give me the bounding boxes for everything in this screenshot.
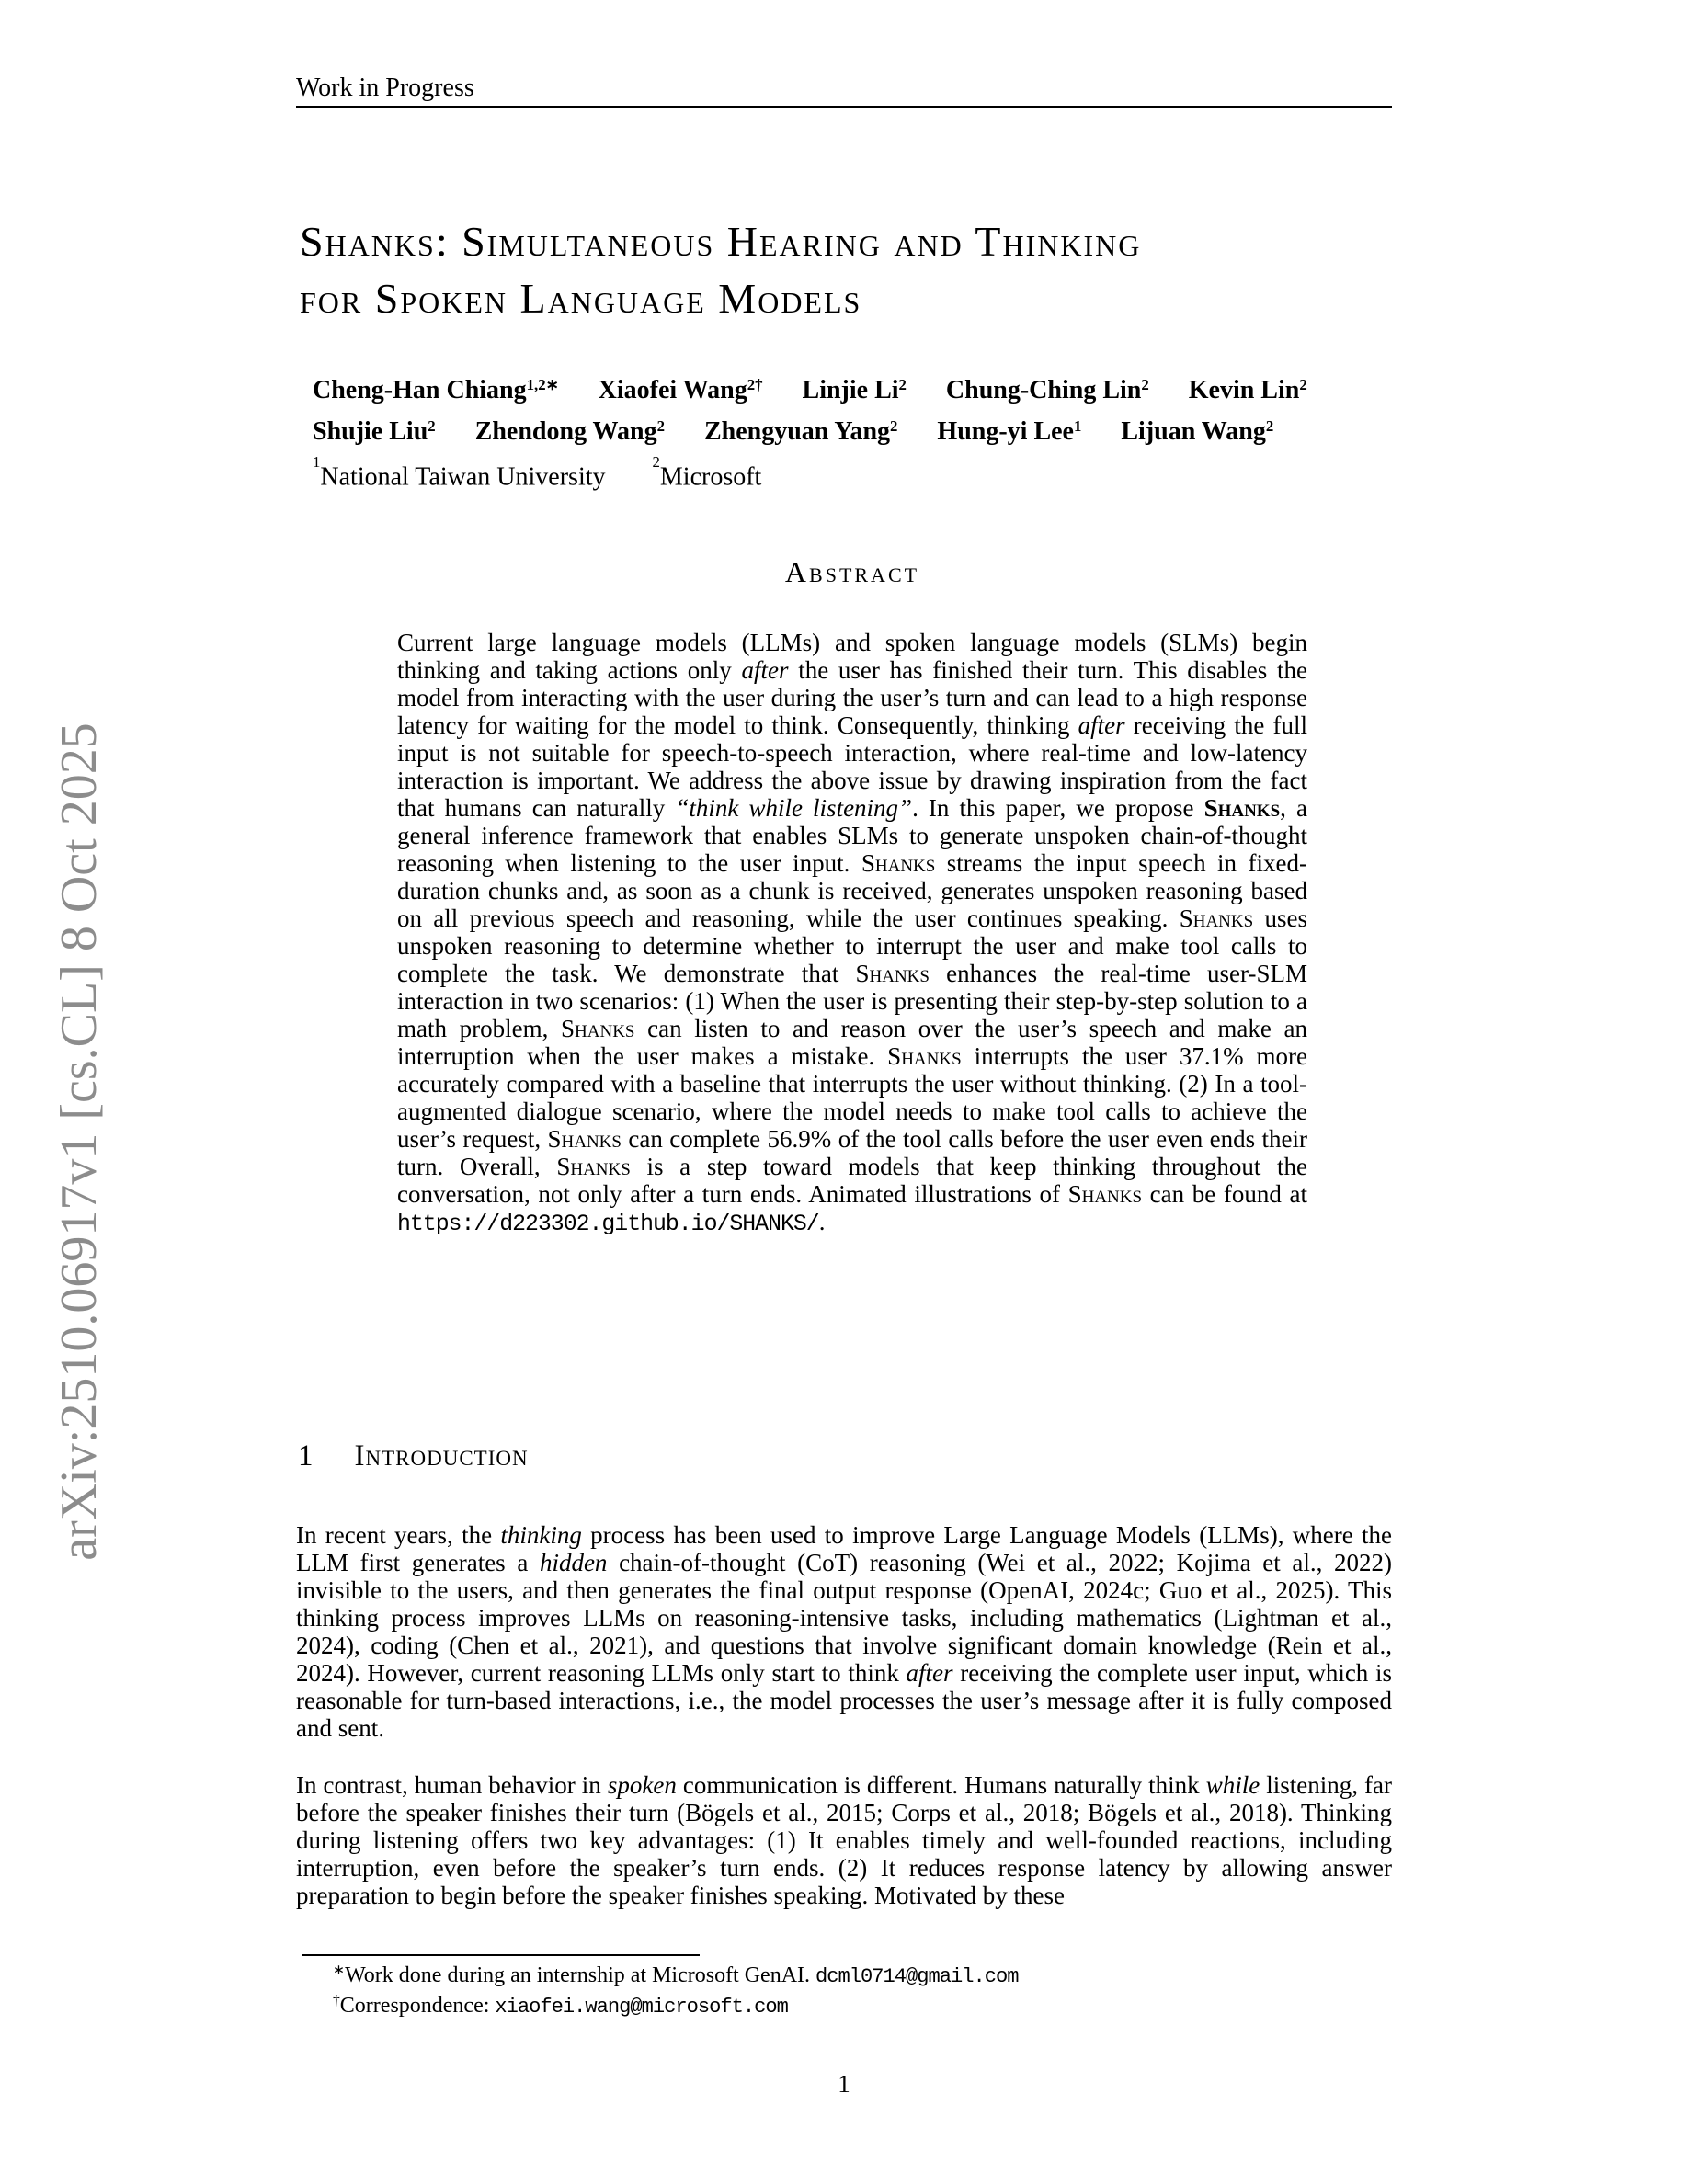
arxiv-stamp: arXiv:2510.06917v1 [cs.CL] 8 Oct 2025 bbox=[51, 722, 108, 1561]
author-affiliation-sup: 2 bbox=[1299, 375, 1307, 393]
section-number: 1 bbox=[298, 1439, 314, 1473]
section-heading-introduction bbox=[298, 1439, 529, 1473]
author bbox=[803, 371, 907, 413]
footnote-text: Work done during an internship at Microsoft GenAI. bbox=[345, 1963, 816, 1987]
author-affiliation-sup: 2 bbox=[1265, 416, 1274, 435]
author-name: Zhendong Wang bbox=[474, 417, 657, 446]
intro-paragraph-2: In contrast, human behavior in spoken communication is different. Humans naturally think while listening, far before the speaker finishes their turn (Bögels et al., 2015; Corps et al., 2018; Bögels et al., 2018). Thinking during listening offers two key advantages: (1) It enables timely and well-founded reactions, including interruption, even before the speaker’s turn ends. (2) It reduces response latency by allowing answer preparation to begin before the speaker finishes speaking. Motivated by these bbox=[296, 1771, 1392, 1909]
author bbox=[599, 371, 763, 413]
affiliation bbox=[313, 452, 606, 492]
author bbox=[937, 413, 1081, 454]
affiliation-sup: 1 bbox=[313, 452, 321, 471]
author-affiliation-sup: 2 bbox=[656, 416, 665, 435]
author bbox=[1189, 371, 1307, 413]
section-title: Introduction bbox=[354, 1439, 529, 1473]
author-affiliation-sup: 1 bbox=[1073, 416, 1082, 435]
author-name: Linjie Li bbox=[802, 376, 899, 404]
footnotes bbox=[302, 1962, 1396, 2022]
paper-title-line1: Shanks: Simultaneous Hearing and Thinking bbox=[300, 218, 1142, 265]
author bbox=[1121, 413, 1273, 454]
author bbox=[946, 371, 1149, 413]
author-name: Chung-Ching Lin bbox=[945, 376, 1142, 404]
author-affiliation-sup: 1,2∗ bbox=[526, 375, 559, 393]
affiliation bbox=[652, 452, 762, 492]
author-affiliation-sup: 2 bbox=[898, 375, 907, 393]
author-affiliation-sup: 2 bbox=[1141, 375, 1149, 393]
footnote bbox=[302, 1992, 1396, 2022]
author-name: Cheng-Han Chiang bbox=[313, 376, 527, 404]
abstract-body: Current large language models (LLMs) and spoken language models (SLMs) begin thinking and taking actions only after the user has finished their turn. This disables the model from interacting with the user during the user’s turn and can lead to a high response latency for waiting for the model to think. Consequently, thinking after receiving the full input is not suitable for speech-to-speech interaction, where real-time and low-latency interaction is important. We address the above issue by drawing inspiration from the fact that humans can naturally “think while listening”. In this paper, we propose Shanks, a general inference framework that enables SLMs to generate unspoken chain-of-thought reasoning when listening to the user input. Shanks streams the input speech in fixed-duration chunks and, as soon as a chunk is received, generates unspoken reasoning based on all previous speech and reasoning, while the user continues speaking. Shanks uses unspoken reasoning to determine whether to interrupt the user and make tool calls to complete the task. We demonstrate that Shanks enhances the real-time user-SLM interaction in two scenarios: (1) When the user is presenting their step-by-step solution to a math problem, Shanks can listen to and reason over the user’s speech and make an interruption when the user makes a mistake. Shanks interrupts the user 37.1% more accurately compared with a baseline that interrupts the user without thinking. (2) In a tool-augmented dialogue scenario, where the model needs to make tool calls to achieve the user’s request, Shanks can complete 56.9% of the tool calls before the user even ends their turn. Overall, Shanks is a step toward models that keep thinking throughout the conversation, not only after a turn ends. Animated illustrations of Shanks can be found at https://d223302.github.io/SHANKS/. bbox=[397, 629, 1308, 1237]
abstract-heading: Abstract bbox=[784, 555, 920, 588]
footnote-email[interactable]: xiaofei.wang@microsoft.com bbox=[495, 1996, 788, 2019]
affiliation-sup: 2 bbox=[652, 452, 660, 471]
author bbox=[475, 413, 665, 454]
author-name: Lijuan Wang bbox=[1121, 417, 1266, 446]
author-affiliation-sup: 2 bbox=[428, 416, 436, 435]
author bbox=[313, 371, 559, 413]
author-affiliation-sup: 2† bbox=[747, 375, 763, 393]
intro-paragraph-1: In recent years, the thinking process has been used to improve Large Language Models (LLMs), where the LLM first generates a hidden chain-of-thought (CoT) reasoning (Wei et al., 2022; Kojima et al., 2022) invisible to the users, and then generates the final output response (OpenAI, 2024c; Guo et al., 2025). This thinking process improves LLMs on reasoning-intensive tasks, including mathematics (Lightman et al., 2024), coding (Chen et al., 2021), and questions that involve significant domain knowledge (Rein et al., 2024). However, current reasoning LLMs only start to think after receiving the complete user input, which is reasonable for turn-based interactions, i.e., the model processes the user’s message after it is fully composed and sent. bbox=[296, 1521, 1392, 1742]
author-row-1 bbox=[313, 371, 1416, 413]
author-row-2 bbox=[313, 413, 1416, 454]
running-header: Work in Progress bbox=[296, 74, 474, 102]
author-affiliation-sup: 2 bbox=[890, 416, 898, 435]
footnote-text: Correspondence: bbox=[339, 1994, 496, 2018]
affiliation-name: Microsoft bbox=[659, 462, 762, 492]
author-name: Kevin Lin bbox=[1188, 376, 1300, 404]
author bbox=[313, 413, 436, 454]
paper-title-line2: for Spoken Language Models bbox=[300, 275, 862, 322]
author-name: Xiaofei Wang bbox=[598, 376, 747, 404]
page-number: 1 bbox=[838, 2070, 850, 2098]
footnote-rule bbox=[302, 1954, 700, 1956]
author-name: Shujie Liu bbox=[313, 417, 428, 446]
author bbox=[704, 413, 897, 454]
affiliation-name: National Taiwan University bbox=[320, 462, 606, 492]
author-block bbox=[313, 371, 1416, 454]
footnote-email[interactable]: dcml0714@gmail.com bbox=[815, 1965, 1019, 1988]
footnote-marker: ∗ bbox=[333, 1962, 346, 1979]
paper-title bbox=[300, 213, 1141, 327]
author-name: Zhengyuan Yang bbox=[703, 417, 891, 446]
affiliation-line bbox=[313, 452, 802, 492]
footnote-marker: † bbox=[333, 1993, 340, 2009]
header-rule bbox=[296, 106, 1392, 108]
footnote bbox=[302, 1962, 1396, 1992]
url-link[interactable]: https://d223302.github.io/SHANKS/ bbox=[397, 1211, 819, 1237]
author-name: Hung-yi Lee bbox=[937, 417, 1074, 446]
